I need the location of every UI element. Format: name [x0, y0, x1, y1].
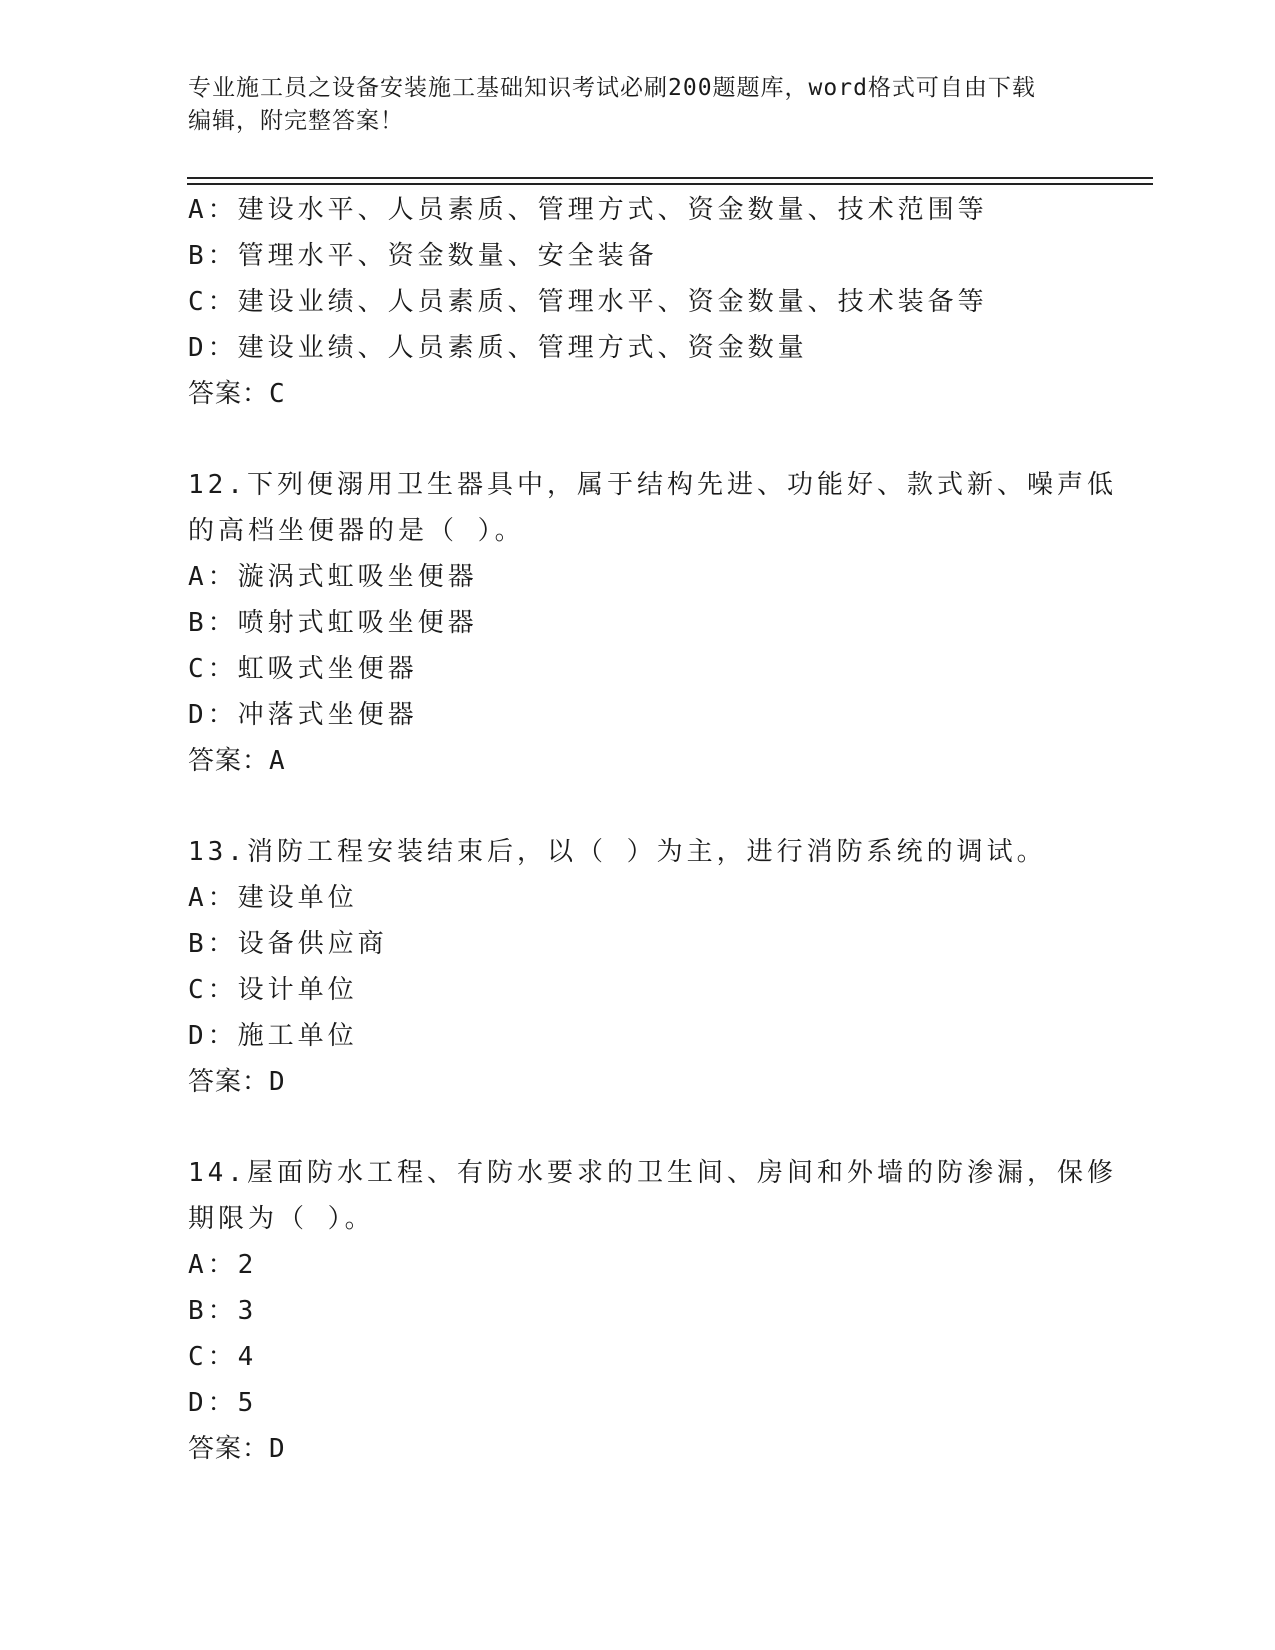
- header-line-1: 专业施工员之设备安装施工基础知识考试必刷200题题库，word格式可自由下载: [188, 75, 1036, 101]
- header-divider-top: [187, 177, 1153, 179]
- option-d: D：5: [188, 1388, 258, 1418]
- document-header: [188, 72, 1088, 138]
- option-d: D：冲落式坐便器: [188, 700, 418, 730]
- option-b: B：喷射式虹吸坐便器: [188, 608, 478, 638]
- spacer: [188, 1105, 1108, 1150]
- option-d: D：施工单位: [188, 1021, 358, 1051]
- question-13: [188, 829, 1108, 1105]
- question-title: 14.屋面防水工程、有防水要求的卫生间、房间和外墙的防渗漏，保修: [188, 1158, 1117, 1188]
- option-b: B：管理水平、资金数量、安全装备: [188, 241, 658, 271]
- answer: 答案：D: [188, 1067, 286, 1097]
- option-a: A：漩涡式虹吸坐便器: [188, 562, 478, 592]
- answer: 答案：A: [188, 746, 286, 776]
- question-12: [188, 462, 1117, 784]
- option-b: B：3: [188, 1296, 258, 1326]
- option-c: C：建设业绩、人员素质、管理水平、资金数量、技术装备等: [188, 287, 988, 317]
- option-c: C：4: [188, 1342, 258, 1372]
- question-title: 12.下列便溺用卫生器具中，属于结构先进、功能好、款式新、噪声低: [188, 470, 1117, 500]
- header-line-2: 编辑，附完整答案！: [188, 108, 404, 134]
- question-11: [188, 187, 1108, 417]
- question-title-continued: 期限为（ ）。: [188, 1204, 375, 1234]
- question-title-continued: 的高档坐便器的是（ ）。: [188, 516, 525, 546]
- document-body: [188, 187, 1117, 1472]
- option-b: B：设备供应商: [188, 929, 388, 959]
- option-a: A：2: [188, 1250, 258, 1280]
- question-14: [188, 1150, 1117, 1472]
- option-c: C：虹吸式坐便器: [188, 654, 418, 684]
- option-d: D：建设业绩、人员素质、管理方式、资金数量: [188, 333, 808, 363]
- spacer: [188, 417, 1108, 462]
- answer: 答案：D: [188, 1434, 286, 1464]
- option-a: A：建设单位: [188, 883, 358, 913]
- spacer: [188, 784, 1108, 829]
- question-title: 13.消防工程安装结束后，以（ ）为主，进行消防系统的调试。: [188, 837, 1047, 867]
- option-a: A：建设水平、人员素质、管理方式、资金数量、技术范围等: [188, 195, 988, 225]
- option-c: C：设计单位: [188, 975, 358, 1005]
- answer: 答案：C: [188, 379, 286, 409]
- header-divider-bottom: [187, 183, 1153, 185]
